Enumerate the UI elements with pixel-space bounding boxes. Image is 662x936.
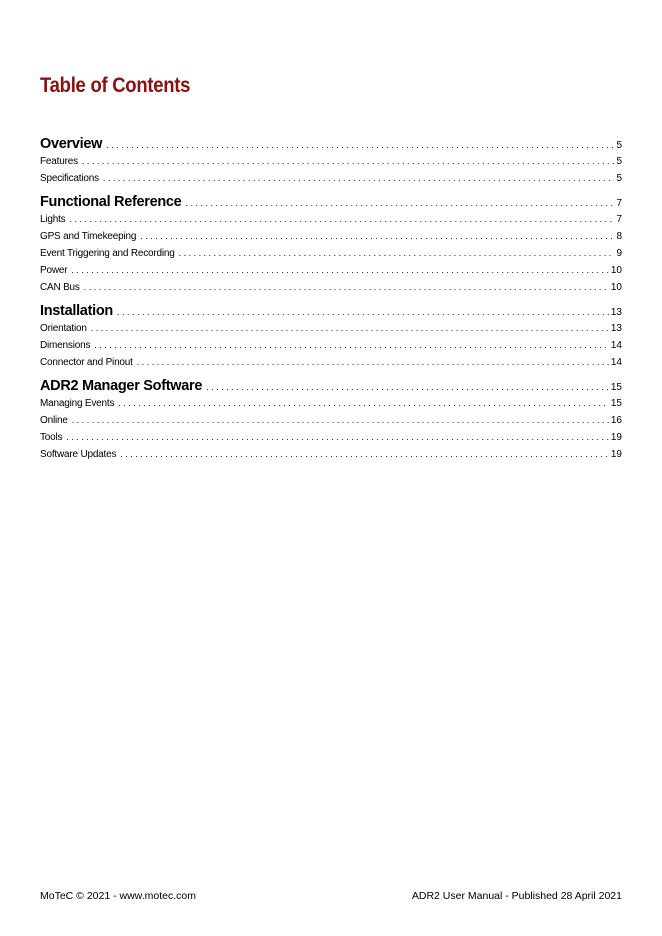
toc-entry[interactable] [40, 415, 622, 432]
page-number: 7 [616, 198, 622, 209]
page-number: 19 [610, 449, 622, 460]
dot-leader [185, 198, 614, 208]
dot-leader [206, 382, 609, 392]
toc-entry-label: Event Triggering and Recording [40, 248, 175, 259]
toc-entry[interactable] [40, 357, 622, 374]
toc-heading-label: Installation [40, 303, 113, 319]
page-number: 13 [610, 307, 622, 318]
page-number: 15 [610, 398, 622, 409]
dot-leader [94, 340, 609, 350]
toc-entry[interactable] [40, 449, 622, 466]
toc-entry[interactable] [40, 248, 622, 265]
toc-entry[interactable] [40, 231, 622, 248]
toc-entry-label: Connector and Pinout [40, 357, 133, 368]
dot-leader [91, 323, 609, 333]
dot-leader [66, 432, 609, 442]
toc-section [40, 378, 622, 466]
dot-leader [106, 140, 614, 150]
toc-entry[interactable] [40, 398, 622, 415]
toc-heading-overview[interactable] [40, 136, 622, 156]
toc-entry[interactable] [40, 265, 622, 282]
toc-entry[interactable] [40, 214, 622, 231]
dot-leader [137, 357, 609, 367]
dot-leader [120, 449, 609, 459]
toc-entry-label: Lights [40, 214, 66, 225]
dot-leader [72, 415, 609, 425]
toc-entry-label: Online [40, 415, 68, 426]
page-number: 13 [610, 323, 622, 334]
page-number: 9 [616, 248, 622, 259]
toc-entry-label: GPS and Timekeeping [40, 231, 137, 242]
toc-section [40, 194, 622, 299]
page-number: 10 [610, 282, 622, 293]
toc-entry-label: Features [40, 156, 78, 167]
toc-entry[interactable] [40, 173, 622, 190]
toc-heading-label: ADR2 Manager Software [40, 378, 203, 394]
dot-leader [179, 248, 615, 258]
page-number: 5 [616, 156, 622, 167]
toc-entry[interactable] [40, 282, 622, 299]
dot-leader [103, 173, 615, 183]
toc-entry[interactable] [40, 340, 622, 357]
page-number: 10 [610, 265, 622, 276]
page-number: 15 [610, 382, 622, 393]
dot-leader [71, 265, 609, 275]
page-number: 7 [616, 214, 622, 225]
toc-section [40, 303, 622, 374]
toc-entry-label: Managing Events [40, 398, 115, 409]
toc-entry[interactable] [40, 156, 622, 173]
footer-copyright: MoTeC © 2021 - www.motec.com [40, 890, 196, 902]
toc-entry-label: Tools [40, 432, 63, 443]
toc-heading-installation[interactable] [40, 303, 622, 323]
toc-heading-label: Functional Reference [40, 194, 182, 210]
toc-entry-label: Dimensions [40, 340, 91, 351]
toc-entry-label: Orientation [40, 323, 87, 334]
page-number: 19 [610, 432, 622, 443]
dot-leader [117, 307, 609, 317]
toc-entry-label: CAN Bus [40, 282, 80, 293]
page-number: 5 [616, 140, 622, 151]
footer-document-info: ADR2 User Manual - Published 28 April 2021 [411, 890, 622, 902]
page-title: Table of Contents [40, 74, 191, 97]
toc-heading-functional-reference[interactable] [40, 194, 622, 214]
dot-leader [82, 156, 615, 166]
table-of-contents [40, 136, 622, 470]
toc-entry[interactable] [40, 323, 622, 340]
page-number: 14 [610, 340, 622, 351]
page-footer [40, 890, 622, 902]
toc-entry[interactable] [40, 432, 622, 449]
page-number: 14 [610, 357, 622, 368]
toc-entry-label: Software Updates [40, 449, 117, 460]
dot-leader [140, 231, 614, 241]
toc-entry-label: Specifications [40, 173, 99, 184]
dot-leader [84, 282, 609, 292]
dot-leader [70, 214, 615, 224]
toc-heading-adr2-manager-software[interactable] [40, 378, 622, 398]
dot-leader [118, 398, 609, 408]
page-number: 8 [616, 231, 622, 242]
page-number: 16 [610, 415, 622, 426]
page-number: 5 [616, 173, 622, 184]
toc-heading-label: Overview [40, 136, 103, 152]
toc-section [40, 136, 622, 190]
toc-entry-label: Power [40, 265, 68, 276]
